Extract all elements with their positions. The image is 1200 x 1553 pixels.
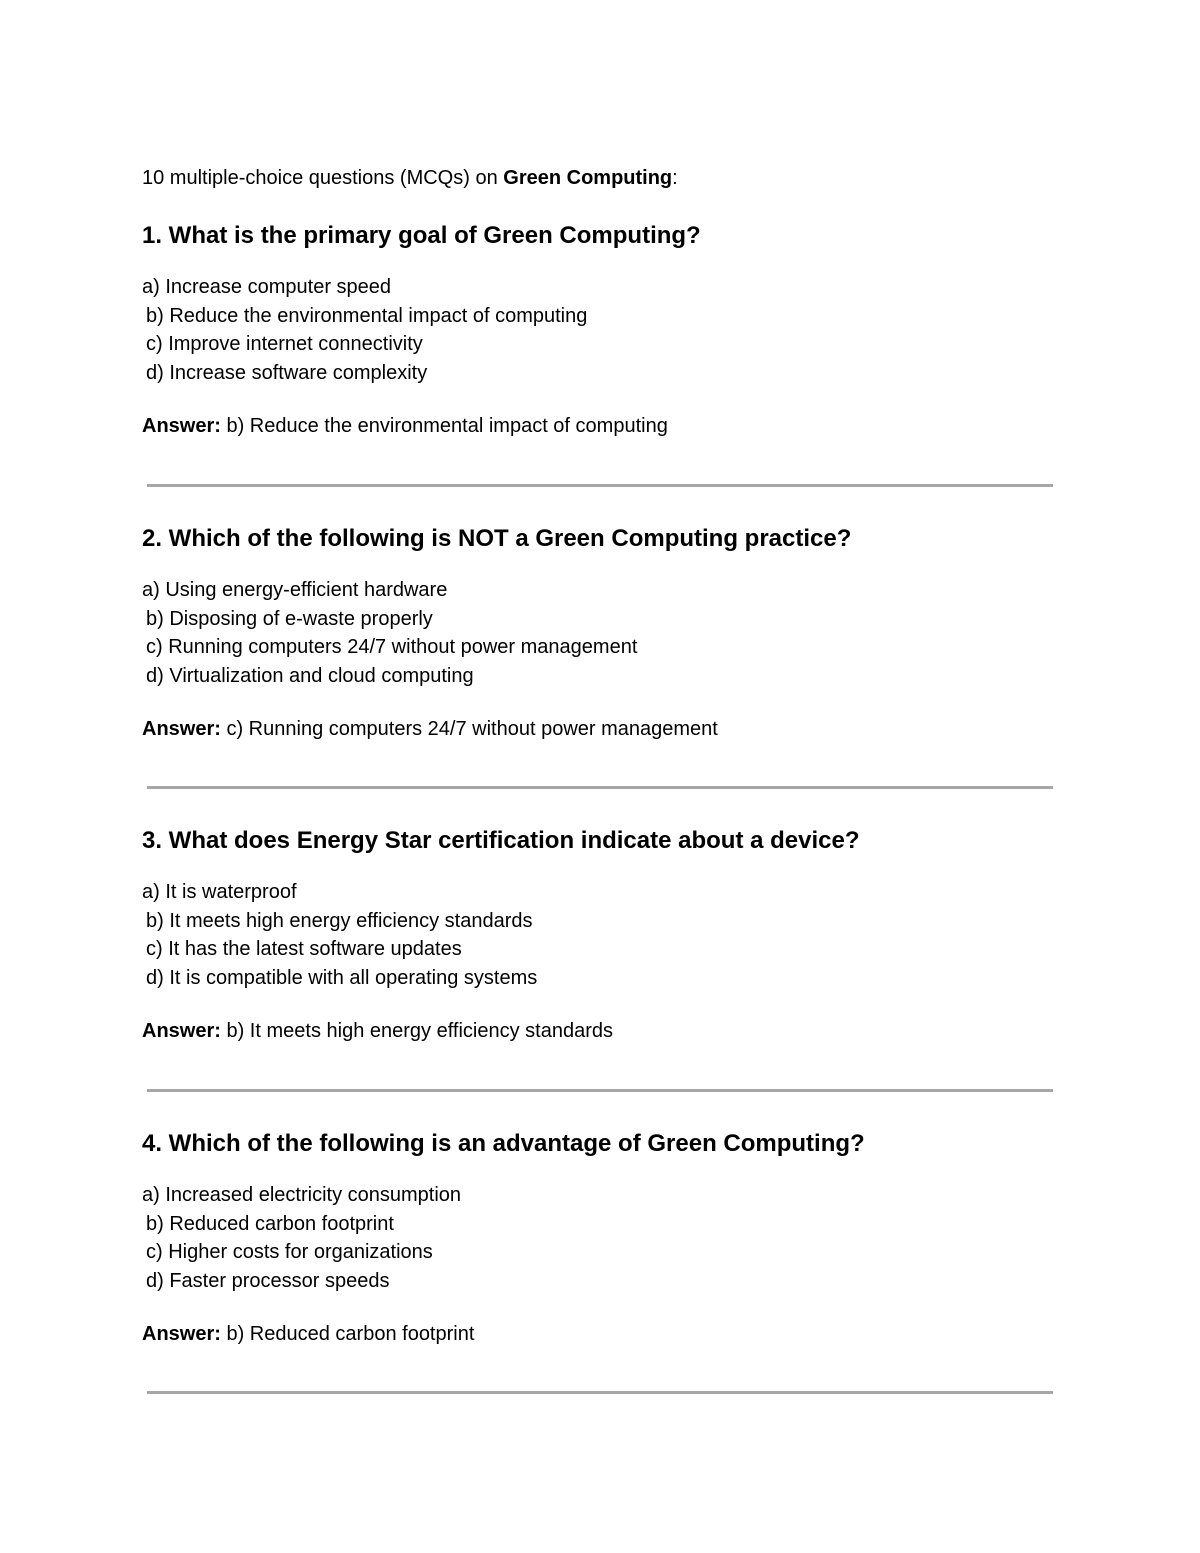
options-list	[142, 1181, 1062, 1296]
option-b: b) Reduce the environmental impact of computing	[146, 304, 588, 327]
answer-line	[142, 1320, 1062, 1348]
question-2	[142, 524, 1062, 743]
intro-prefix: 10 multiple-choice questions (MCQs) on	[142, 167, 504, 189]
intro-topic: Green Computing	[503, 167, 673, 189]
option-b: b) It meets high energy efficiency standards	[146, 909, 533, 932]
question-3	[142, 826, 1062, 1045]
question-title: 4. Which of the following is an advantage of Green Computing?	[142, 1130, 865, 1157]
option-d: d) Increase software complexity	[146, 362, 428, 385]
options-list	[142, 576, 1062, 691]
option-d: d) It is compatible with all operating systems	[146, 967, 538, 990]
question-title: 2. Which of the following is NOT a Green Computing practice?	[142, 525, 852, 552]
answer-label: Answer:	[142, 1019, 221, 1042]
options-list	[142, 273, 1062, 388]
answer-line	[142, 412, 1062, 440]
answer-label: Answer:	[142, 1322, 221, 1345]
answer-text: b) Reduce the environmental impact of computing	[226, 414, 668, 437]
intro-line	[142, 166, 678, 190]
option-c: c) Improve internet connectivity	[146, 333, 423, 356]
answer-line	[142, 715, 1062, 743]
option-c: c) Higher costs for organizations	[146, 1241, 433, 1264]
options-list	[142, 878, 1062, 993]
option-c: c) Running computers 24/7 without power management	[146, 636, 638, 659]
option-d: d) Virtualization and cloud computing	[146, 665, 474, 688]
answer-label: Answer:	[142, 717, 221, 740]
answer-line	[142, 1017, 1062, 1045]
intro-suffix: :	[672, 167, 678, 189]
option-a: a) Increased electricity consumption	[142, 1184, 462, 1206]
option-d: d) Faster processor speeds	[146, 1270, 390, 1293]
question-title: 3. What does Energy Star certification indicate about a device?	[142, 827, 860, 854]
option-c: c) It has the latest software updates	[146, 938, 462, 961]
divider	[147, 786, 1053, 789]
option-a: a) Increase computer speed	[142, 276, 392, 298]
question-4	[142, 1129, 1062, 1348]
question-title: 1. What is the primary goal of Green Computing?	[142, 222, 701, 249]
divider	[147, 484, 1053, 487]
divider	[147, 1089, 1053, 1092]
option-b: b) Reduced carbon footprint	[146, 1212, 394, 1235]
divider	[147, 1391, 1053, 1394]
option-b: b) Disposing of e-waste properly	[146, 607, 433, 630]
answer-label: Answer:	[142, 414, 221, 437]
answer-text: b) Reduced carbon footprint	[226, 1322, 475, 1345]
question-1	[142, 221, 1062, 440]
option-a: a) It is waterproof	[142, 881, 297, 903]
answer-text: b) It meets high energy efficiency standards	[226, 1019, 613, 1042]
answer-text: c) Running computers 24/7 without power management	[226, 717, 718, 740]
option-a: a) Using energy-efficient hardware	[142, 579, 448, 601]
